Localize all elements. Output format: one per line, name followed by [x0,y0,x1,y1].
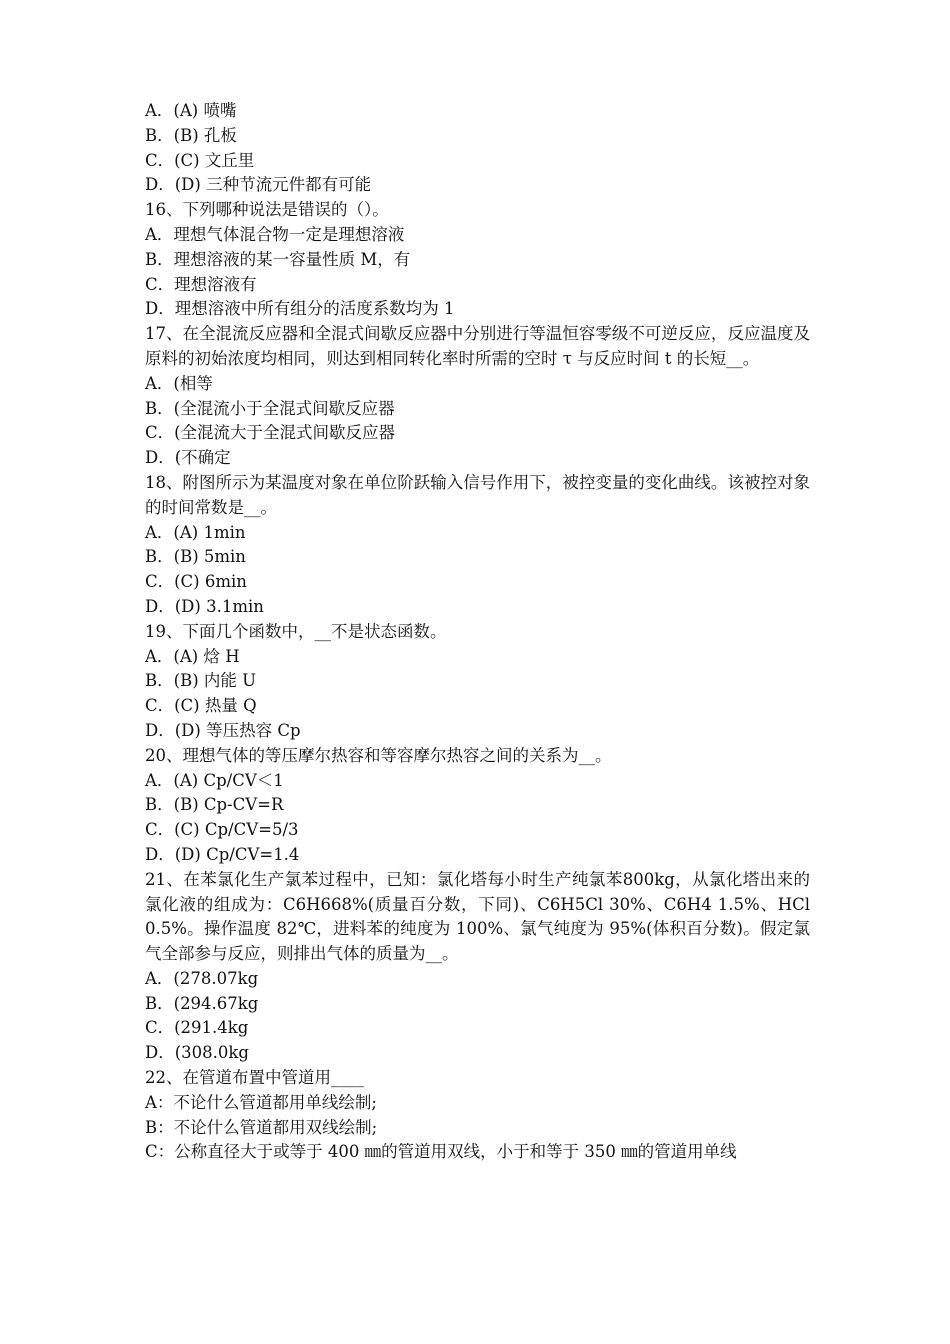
q21-option-a: A．(278.07kg [145,968,259,988]
q16-option-d: D．理想溶液中所有组分的活度系数均为 1 [145,299,455,319]
q19-option-c: C．(C) 热量 Q [145,696,257,716]
q17-stem: 17、在全混流反应器和全混式间歇反应器中分别进行等温恒容零级不可逆反应，反应温度及原料的初始浓度均相同，则达到相同转化率时所需的空时 τ 与反应时间 t 的长短__。 [145,324,810,368]
q16-option-a: A．理想气体混合物一定是理想溶液 [145,224,405,244]
q15-option-a: A．(A) 喷嘴 [145,101,237,120]
q20-stem: 20、理想气体的等压摩尔热容和等容摩尔热容之间的关系为__。 [145,745,612,765]
q19-option-b: B．(B) 内能 U [145,671,257,691]
document-page [145,99,810,1165]
q22-option-c: C：公称直径大于或等于 400 ㎜的管道用双线，小于和等于 350 ㎜的管道用单线 [145,1142,737,1162]
q15-option-d: D．(D) 三种节流元件都有可能 [145,175,372,195]
q21-option-c: C．(291.4kg [145,1018,249,1038]
q19-option-a: A．(A) 焓 H [145,646,240,666]
q17-option-a: A．(相等 [145,373,213,393]
q17-option-d: D．(不确定 [145,448,231,468]
q15-option-c: C．(C) 文丘里 [145,150,255,170]
q21-option-d: D．(308.0kg [145,1043,249,1063]
q20-option-d: D．(D) Cp/CV=1.4 [145,844,300,864]
q18-option-c: C．(C) 6min [145,572,247,592]
q19-option-d: D．(D) 等压热容 Cp [145,720,301,740]
q16-stem: 16、下列哪种说法是错误的（）。 [145,200,389,220]
q16-option-b: B．理想溶液的某一容量性质 M，有 [145,249,411,269]
q20-option-a: A．(A) Cp/CV＜1 [145,770,284,790]
q17-option-b: B．(全混流小于全混式间歇反应器 [145,398,395,418]
q18-option-a: A．(A) 1min [145,522,246,542]
q22-option-b: B：不论什么管道都用双线绘制; [145,1117,378,1137]
q17-option-c: C．(全混流大于全混式间歇反应器 [145,423,396,443]
q18-option-b: B．(B) 5min [145,547,246,567]
q19-stem: 19、下面几个函数中，__不是状态函数。 [145,621,447,641]
q22-stem: 22、在管道布置中管道用____ [145,1068,364,1088]
q21-stem: 21、在苯氯化生产氯苯过程中，已知：氯化塔每小时生产纯氯苯800kg，从氯化塔出来的氯化液的组成为：C6H668%(质量百分数，下同)、C6H5Cl 30%、C6H4 1.5%、HCl 0.5%。操作温度 82℃，进料苯的纯度为 100%、氯气纯度为 95%(体积百分数)。假定氯气全部参与反应，则排出气体的质量为__。 [145,869,810,964]
q20-option-b: B．(B) Cp-CV=R [145,795,284,815]
q15-option-b: B．(B) 孔板 [145,125,237,145]
q18-option-d: D．(D) 3.1min [145,596,264,616]
q20-option-c: C．(C) Cp/CV=5/3 [145,820,299,840]
q22-option-a: A：不论什么管道都用单线绘制; [145,1092,377,1112]
q18-stem: 18、附图所示为某温度对象在单位阶跃输入信号作用下，被控变量的变化曲线。该被控对象的时间常数是__。 [145,472,810,517]
q21-option-b: B．(294.67kg [145,993,259,1013]
q16-option-c: C．理想溶液有 [145,274,257,294]
